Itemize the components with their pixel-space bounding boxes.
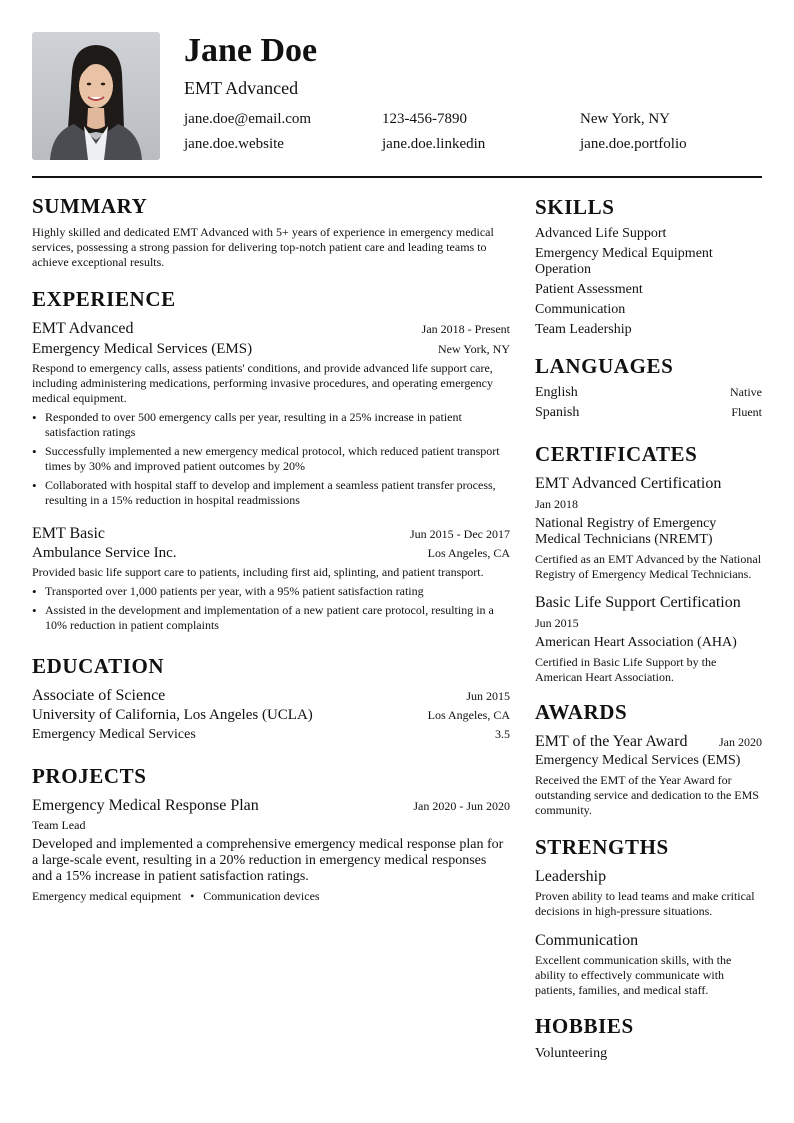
strengths-heading: STRENGTHS	[535, 835, 669, 859]
experience-description: Provided basic life support care to patients, including first aid, splinting, and patient transport.	[32, 565, 484, 579]
certificate-item	[535, 474, 762, 582]
experience-bullet: • Assisted in the development and implementation of a new patient care protocol, resulting in a 10% reduction in patient complaints	[45, 603, 510, 633]
strength-description: Excellent communication skills, with the ability to effectively communicate with patients, families, and medical staff.	[535, 953, 732, 997]
experience-bullets	[32, 410, 510, 508]
project-tags	[32, 889, 510, 904]
candidate-name: Jane Doe	[184, 32, 318, 69]
experience-dates: Jan 2018 - Present	[421, 322, 510, 336]
candidate-title: EMT Advanced	[184, 78, 299, 98]
certificate-date: Jun 2015	[535, 616, 579, 630]
education-location: Los Angeles, CA	[427, 708, 510, 722]
certificates-heading: CERTIFICATES	[535, 442, 698, 466]
award-item	[535, 732, 762, 818]
skill-item: Emergency Medical Equipment Operation	[535, 246, 713, 277]
certificate-issuer: National Registry of Emergency Medical Technicians (NREMT)	[535, 516, 717, 547]
experience-location: Los Angeles, CA	[427, 546, 510, 560]
award-issuer: Emergency Medical Services (EMS)	[535, 753, 741, 768]
strength-item	[535, 867, 762, 919]
skills-heading: SKILLS	[535, 195, 615, 219]
languages-heading: LANGUAGES	[535, 354, 674, 378]
education-heading: EDUCATION	[32, 654, 165, 678]
hobbies-heading: HOBBIES	[535, 1014, 634, 1038]
projects-heading: PROJECTS	[32, 764, 147, 788]
experience-item	[32, 319, 510, 512]
skill-item: Patient Assessment	[535, 282, 643, 297]
experience-bullets	[32, 584, 510, 633]
experience-bullet: • Transported over 1,000 patients per year, with a 95% patient satisfaction rating	[45, 584, 510, 599]
certificate-item	[535, 593, 762, 685]
language-item	[535, 405, 762, 425]
contact-phone[interactable]: 123-456-7890	[382, 111, 467, 127]
header-divider	[32, 176, 762, 178]
experience-bullet: • Collaborated with hospital staff to develop and implement a seamless patient transfer process, resulting in a 15% reduction in hospital readmissions	[45, 478, 510, 508]
education-school: University of California, Los Angeles (UCLA)	[32, 707, 313, 723]
contact-linkedin[interactable]: jane.doe.linkedin	[382, 136, 486, 152]
skill-item: Advanced Life Support	[535, 226, 667, 241]
experience-company: Emergency Medical Services (EMS)	[32, 341, 253, 357]
summary-heading: SUMMARY	[32, 194, 148, 218]
certificate-date: Jan 2018	[535, 497, 578, 511]
award-date: Jan 2020	[719, 735, 762, 749]
strength-item	[535, 931, 762, 998]
contact-location: New York, NY	[580, 111, 671, 127]
project-tag: Communication devices	[203, 889, 320, 903]
certificate-description: Certified in Basic Life Support by the American Heart Association.	[535, 655, 717, 684]
award-description: Received the EMT of the Year Award for outstanding service and dedication to the EMS community.	[535, 773, 759, 817]
language-level: Native	[730, 385, 762, 399]
language-item	[535, 385, 762, 405]
profile-photo-image	[32, 32, 160, 160]
contact-portfolio[interactable]: jane.doe.portfolio	[580, 136, 687, 152]
strength-description: Proven ability to lead teams and make critical decisions in high-pressure situations.	[535, 889, 755, 918]
experience-location: New York, NY	[437, 342, 510, 356]
skill-item: Team Leadership	[535, 322, 632, 337]
certificate-description: Certified as an EMT Advanced by the National Registry of Emergency Medical Technicians.	[535, 552, 762, 581]
certificate-name: Basic Life Support Certification	[535, 594, 741, 611]
skills-list	[535, 226, 762, 338]
experience-bullet: • Responded to over 500 emergency calls per year, resulting in a 25% increase in patient satisfaction ratings	[45, 410, 510, 440]
project-item	[32, 796, 510, 904]
hobby-item: Volunteering	[535, 1046, 608, 1061]
experience-item	[32, 524, 510, 637]
education-date: Jun 2015	[466, 689, 510, 703]
strength-name: Communication	[535, 932, 639, 949]
project-name: Emergency Medical Response Plan	[32, 797, 259, 814]
language-name: Spanish	[535, 405, 580, 420]
strength-name: Leadership	[535, 868, 607, 885]
experience-role: EMT Advanced	[32, 320, 134, 337]
award-name: EMT of the Year Award	[535, 733, 688, 750]
language-level: Fluent	[731, 405, 762, 419]
education-field: Emergency Medical Services	[32, 727, 196, 742]
experience-description: Respond to emergency calls, assess patients' conditions, and provide advanced life support care, including administering medications, performing invasive procedures, and operating emergency medical equipment.	[32, 361, 493, 405]
experience-dates: Jun 2015 - Dec 2017	[410, 527, 510, 541]
profile-photo	[32, 32, 160, 160]
languages-list	[535, 385, 762, 425]
skill-item: Communication	[535, 302, 626, 317]
project-role: Team Lead	[32, 818, 86, 832]
certificate-name: EMT Advanced Certification	[535, 475, 722, 492]
project-dates: Jan 2020 - Jun 2020	[413, 799, 510, 813]
awards-heading: AWARDS	[535, 700, 628, 724]
experience-company: Ambulance Service Inc.	[32, 545, 177, 561]
tag-separator: •	[190, 889, 195, 903]
project-description: Developed and implemented a comprehensive emergency medical response plan for a large-scale event, resulting in a 20% reduction in emergency medical responses and a 15% increase in patient satisfaction ratings.	[32, 837, 504, 884]
education-item	[32, 686, 510, 746]
contact-website[interactable]: jane.doe.website	[184, 136, 284, 152]
education-gpa: 3.5	[495, 727, 510, 741]
experience-role: EMT Basic	[32, 525, 106, 542]
education-degree: Associate of Science	[32, 687, 166, 704]
summary-text: Highly skilled and dedicated EMT Advanced with 5+ years of experience in emergency medical services, possessing a strong passion for delivering top-notch patient care and leading teams to achieve exceptional results.	[32, 225, 494, 269]
certificate-issuer: American Heart Association (AHA)	[535, 635, 737, 650]
experience-heading: EXPERIENCE	[32, 287, 176, 311]
language-name: English	[535, 385, 578, 400]
project-tag: Emergency medical equipment	[32, 889, 182, 903]
experience-bullet: • Successfully implemented a new emergency medical protocol, which reduced patient transport times by 30% and improved patient outcomes by 20%	[45, 444, 510, 474]
contact-email[interactable]: jane.doe@email.com	[184, 111, 312, 127]
